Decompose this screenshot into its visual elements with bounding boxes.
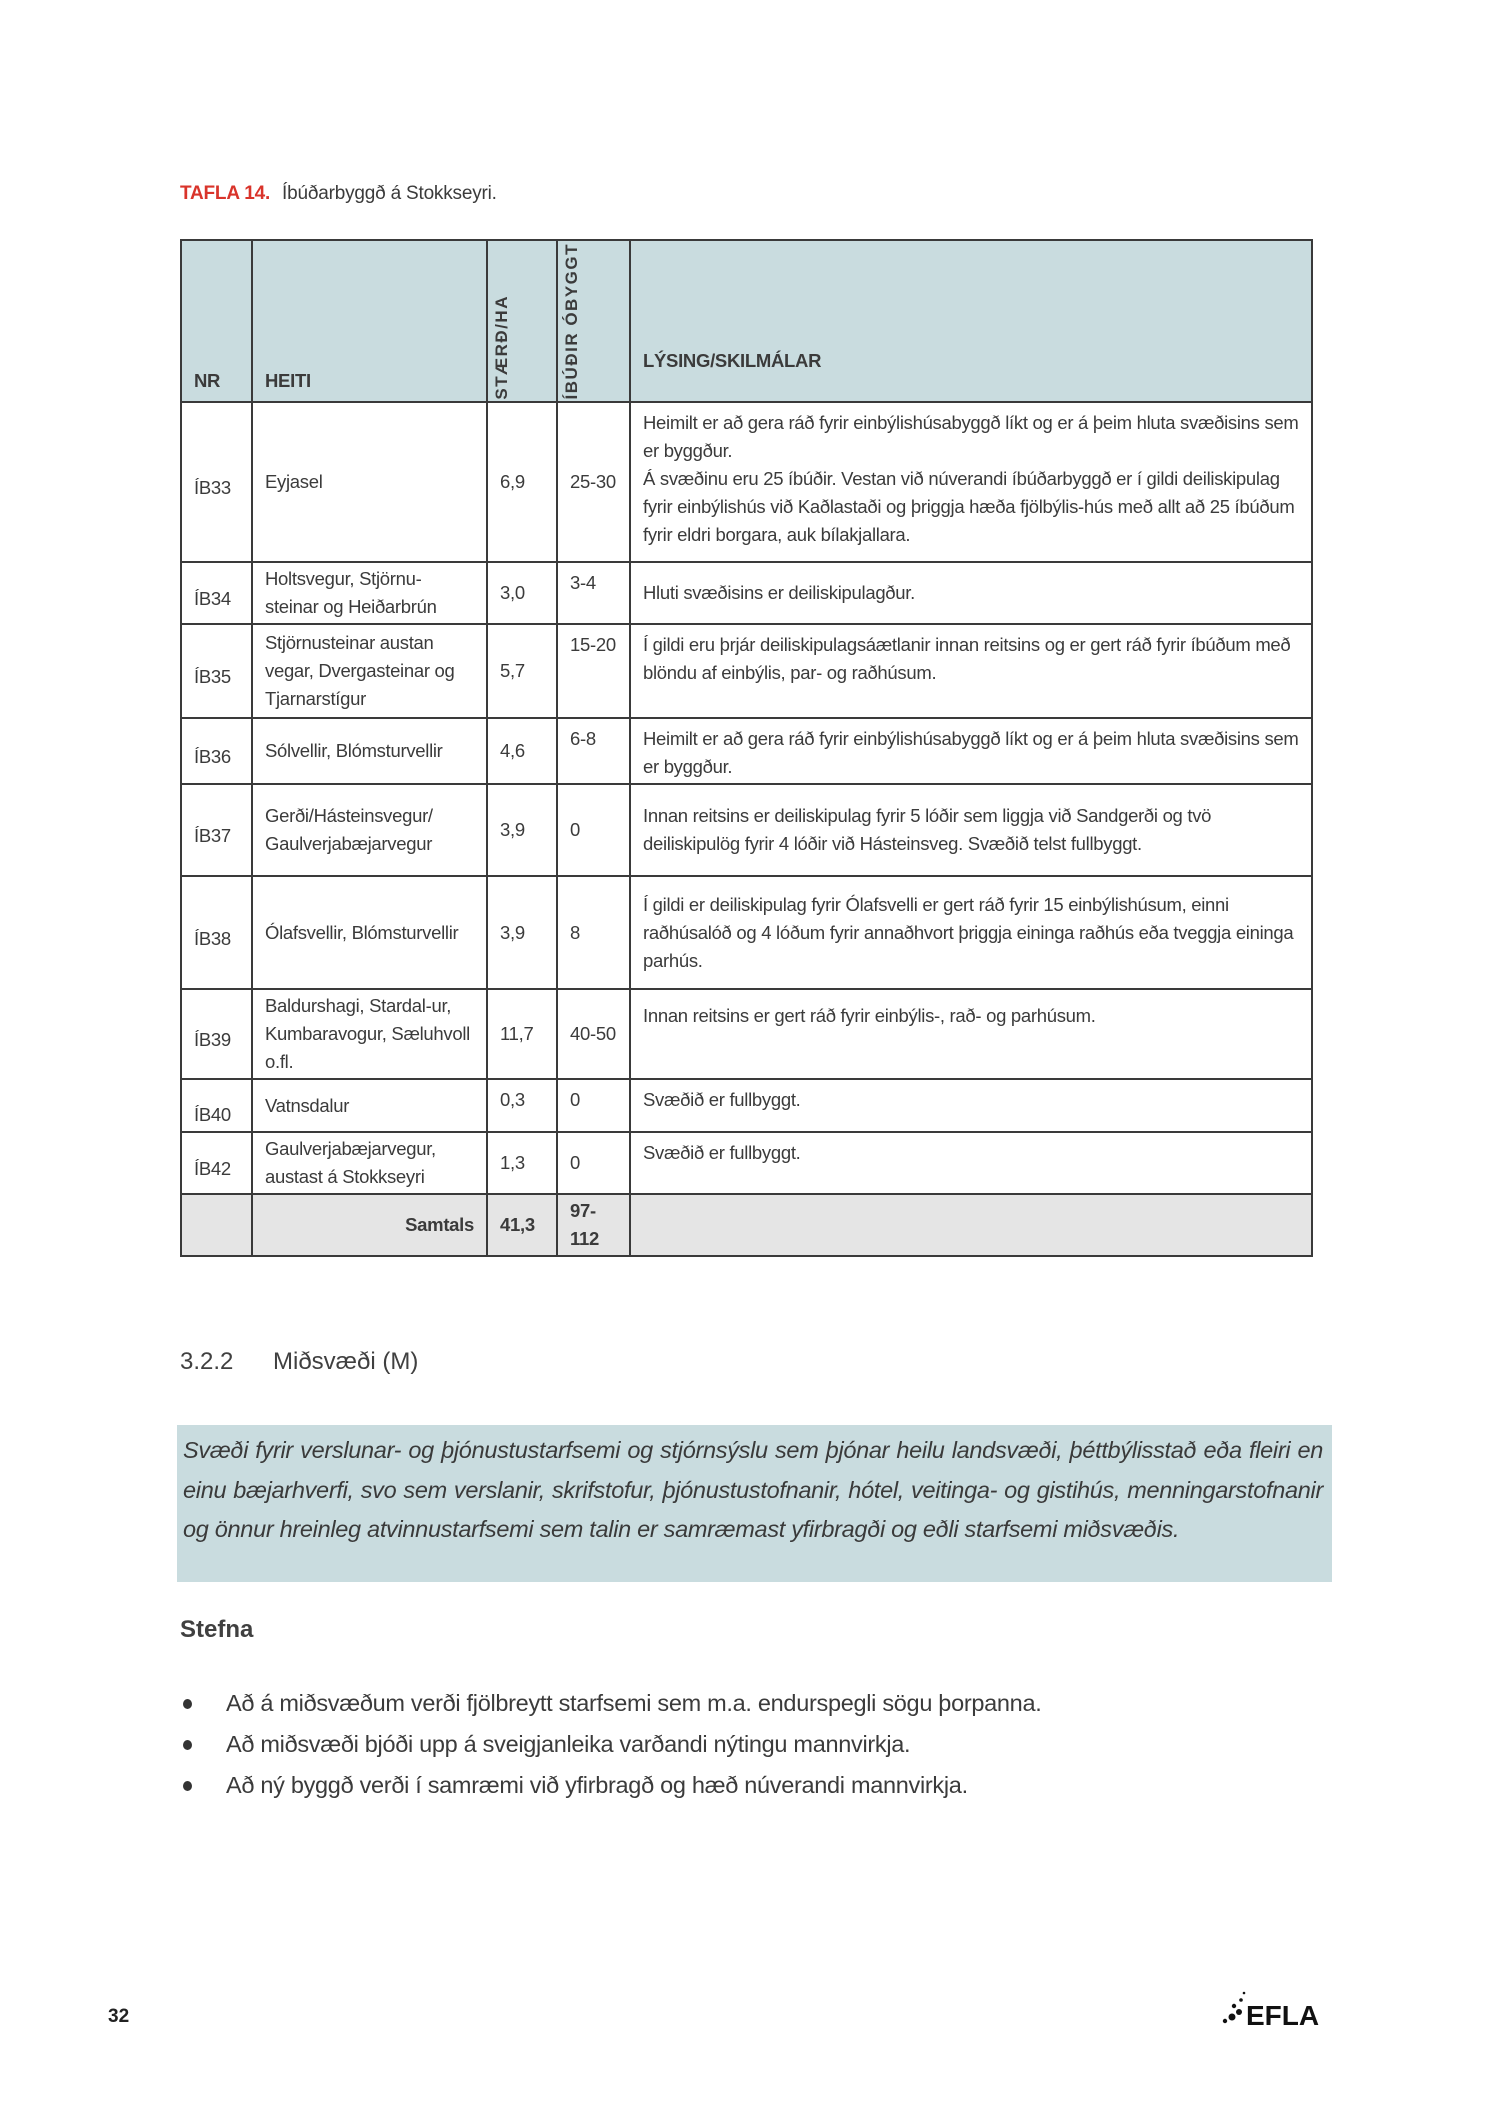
cell-desc: Heimilt er að gera ráð fyrir einbýlishúsabyggð líkt og er á þeim hluta svæðisins sem er byggður. Á svæðinu eru 25 íbúðir. Vestan við núverandi íbúðarbyggð er í gildi deiliskipulag fyrir einbýlishús við Kaðlastaði og þriggja hæða fjölbýlis-hús með allt að 25 íbúðum fyrir eldri borgara, auk bílakjallara. xyxy=(630,402,1312,562)
cell-heiti: Gerði/Hásteinsvegur/ Gaulverjabæjarvegur xyxy=(252,784,487,876)
cell-units: 0 xyxy=(557,1132,630,1194)
cell-desc: Svæðið er fullbyggt. xyxy=(630,1132,1312,1194)
cell-desc: Svæðið er fullbyggt. xyxy=(630,1079,1312,1132)
section-heading xyxy=(180,1348,418,1376)
list-item: Að miðsvæði bjóði upp á sveigjanleika varðandi nýtingu mannvirkja. xyxy=(180,1724,1041,1765)
cell-desc: Innan reitsins er gert ráð fyrir einbýlis-, rað- og parhúsum. xyxy=(630,989,1312,1079)
header-units: ÍBÚÐIR ÓBYGGT xyxy=(557,240,630,402)
svg-text:EFLA: EFLA xyxy=(1246,2000,1320,2028)
cell-heiti: Holtsvegur, Stjörnu-steinar og Heiðarbrún xyxy=(252,562,487,624)
table-row xyxy=(181,989,1312,1079)
section-number: 3.2.2 xyxy=(180,1348,234,1375)
cell-size: 11,7 xyxy=(487,989,557,1079)
cell-nr: ÍB33 xyxy=(181,402,252,562)
total-label: Samtals xyxy=(252,1194,487,1256)
table-caption xyxy=(180,183,497,205)
cell-size: 4,6 xyxy=(487,718,557,784)
cell-units: 3-4 xyxy=(557,562,630,624)
cell-desc: Hluti svæðisins er deiliskipulagður. xyxy=(630,562,1312,624)
cell-nr: ÍB35 xyxy=(181,624,252,718)
cell-heiti: Ólafsvellir, Blómsturvellir xyxy=(252,876,487,989)
header-nr: NR xyxy=(181,240,252,402)
table-row xyxy=(181,562,1312,624)
total-units: 97-112 xyxy=(557,1194,630,1256)
cell-size: 6,9 xyxy=(487,402,557,562)
header-heiti: HEITI xyxy=(252,240,487,402)
table-row xyxy=(181,1132,1312,1194)
cell-desc: Heimilt er að gera ráð fyrir einbýlishúsabyggð líkt og er á þeim hluta svæðisins sem er byggður. xyxy=(630,718,1312,784)
cell-nr: ÍB40 xyxy=(181,1079,252,1132)
policy-heading: Stefna xyxy=(180,1616,254,1643)
cell-units: 8 xyxy=(557,876,630,989)
total-size: 41,3 xyxy=(487,1194,557,1256)
table-title: Íbúðarbyggð á Stokkseyri. xyxy=(282,183,497,204)
cell-units: 40-50 xyxy=(557,989,630,1079)
cell-units: 15-20 xyxy=(557,624,630,718)
cell-nr: ÍB38 xyxy=(181,876,252,989)
table-row xyxy=(181,402,1312,562)
cell-empty xyxy=(630,1194,1312,1256)
cell-size: 3,9 xyxy=(487,784,557,876)
cell-desc: Innan reitsins er deiliskipulag fyrir 5 lóðir sem liggja við Sandgerði og tvö deiliskipulög fyrir 4 lóðir við Hásteinsveg. Svæðið telst fullbyggt. xyxy=(630,784,1312,876)
table-row xyxy=(181,876,1312,989)
cell-nr: ÍB39 xyxy=(181,989,252,1079)
page-number: 32 xyxy=(108,2006,130,2027)
header-desc: LÝSING/SKILMÁLAR xyxy=(630,240,1312,402)
table-label: TAFLA 14. xyxy=(180,183,271,204)
cell-units: 0 xyxy=(557,784,630,876)
table-header-row xyxy=(181,240,1312,402)
cell-heiti: Vatnsdalur xyxy=(252,1079,487,1132)
section-title: Miðsvæði (M) xyxy=(273,1348,419,1375)
cell-heiti: Eyjasel xyxy=(252,402,487,562)
header-size: STÆRÐ/HA xyxy=(487,240,557,402)
bullet-icon xyxy=(183,1781,192,1791)
cell-nr: ÍB37 xyxy=(181,784,252,876)
cell-desc: Í gildi eru þrjár deiliskipulagsáætlanir innan reitsins og er gert ráð fyrir íbúðum með blöndu af einbýlis, par- og raðhúsum. xyxy=(630,624,1312,718)
cell-empty xyxy=(181,1194,252,1256)
definition-box: Svæði fyrir verslunar- og þjónustustarfsemi og stjórnsýslu sem þjónar heilu landsvæði, þéttbýlisstað eða fleiri en einu bæjarhverfi, svo sem verslanir, skrifstofur, þjónustustofnanir, hótel, veitinga- og gistihús, menningarstofnanir og önnur hreinleg atvinnustarfsemi sem talin er samræmast yfirbragði og eðli starfsemi miðsvæðis. xyxy=(177,1425,1332,1582)
policy-list xyxy=(180,1683,1041,1806)
cell-size: 5,7 xyxy=(487,624,557,718)
cell-nr: ÍB42 xyxy=(181,1132,252,1194)
table-row xyxy=(181,784,1312,876)
bullet-icon xyxy=(183,1740,192,1750)
table-row xyxy=(181,718,1312,784)
cell-units: 6-8 xyxy=(557,718,630,784)
table-total-row xyxy=(181,1194,1312,1256)
table-row xyxy=(181,1079,1312,1132)
housing-table xyxy=(180,239,1313,1257)
list-item: Að á miðsvæðum verði fjölbreytt starfsemi sem m.a. endurspegli sögu þorpanna. xyxy=(180,1683,1041,1724)
efla-logo xyxy=(1222,1988,1337,2028)
cell-heiti: Stjörnusteinar austan vegar, Dvergasteinar og Tjarnarstígur xyxy=(252,624,487,718)
cell-size: 3,9 xyxy=(487,876,557,989)
cell-heiti: Gaulverjabæjarvegur, austast á Stokkseyri xyxy=(252,1132,487,1194)
cell-units: 0 xyxy=(557,1079,630,1132)
cell-heiti: Baldurshagi, Stardal-ur, Kumbaravogur, Sæluhvoll o.fl. xyxy=(252,989,487,1079)
table-row xyxy=(181,624,1312,718)
cell-nr: ÍB36 xyxy=(181,718,252,784)
cell-size: 0,3 xyxy=(487,1079,557,1132)
cell-nr: ÍB34 xyxy=(181,562,252,624)
cell-size: 3,0 xyxy=(487,562,557,624)
cell-heiti: Sólvellir, Blómsturvellir xyxy=(252,718,487,784)
cell-units: 25-30 xyxy=(557,402,630,562)
cell-size: 1,3 xyxy=(487,1132,557,1194)
cell-desc: Í gildi er deiliskipulag fyrir Ólafsvelli er gert ráð fyrir 15 einbýlishúsum, einni raðhúsalóð og 4 lóðum fyrir annaðhvort þriggja eininga raðhús eða tveggja eininga parhús. xyxy=(630,876,1312,989)
bullet-icon xyxy=(183,1699,192,1709)
list-item: Að ný byggð verði í samræmi við yfirbragð og hæð núverandi mannvirkja. xyxy=(180,1765,1041,1806)
